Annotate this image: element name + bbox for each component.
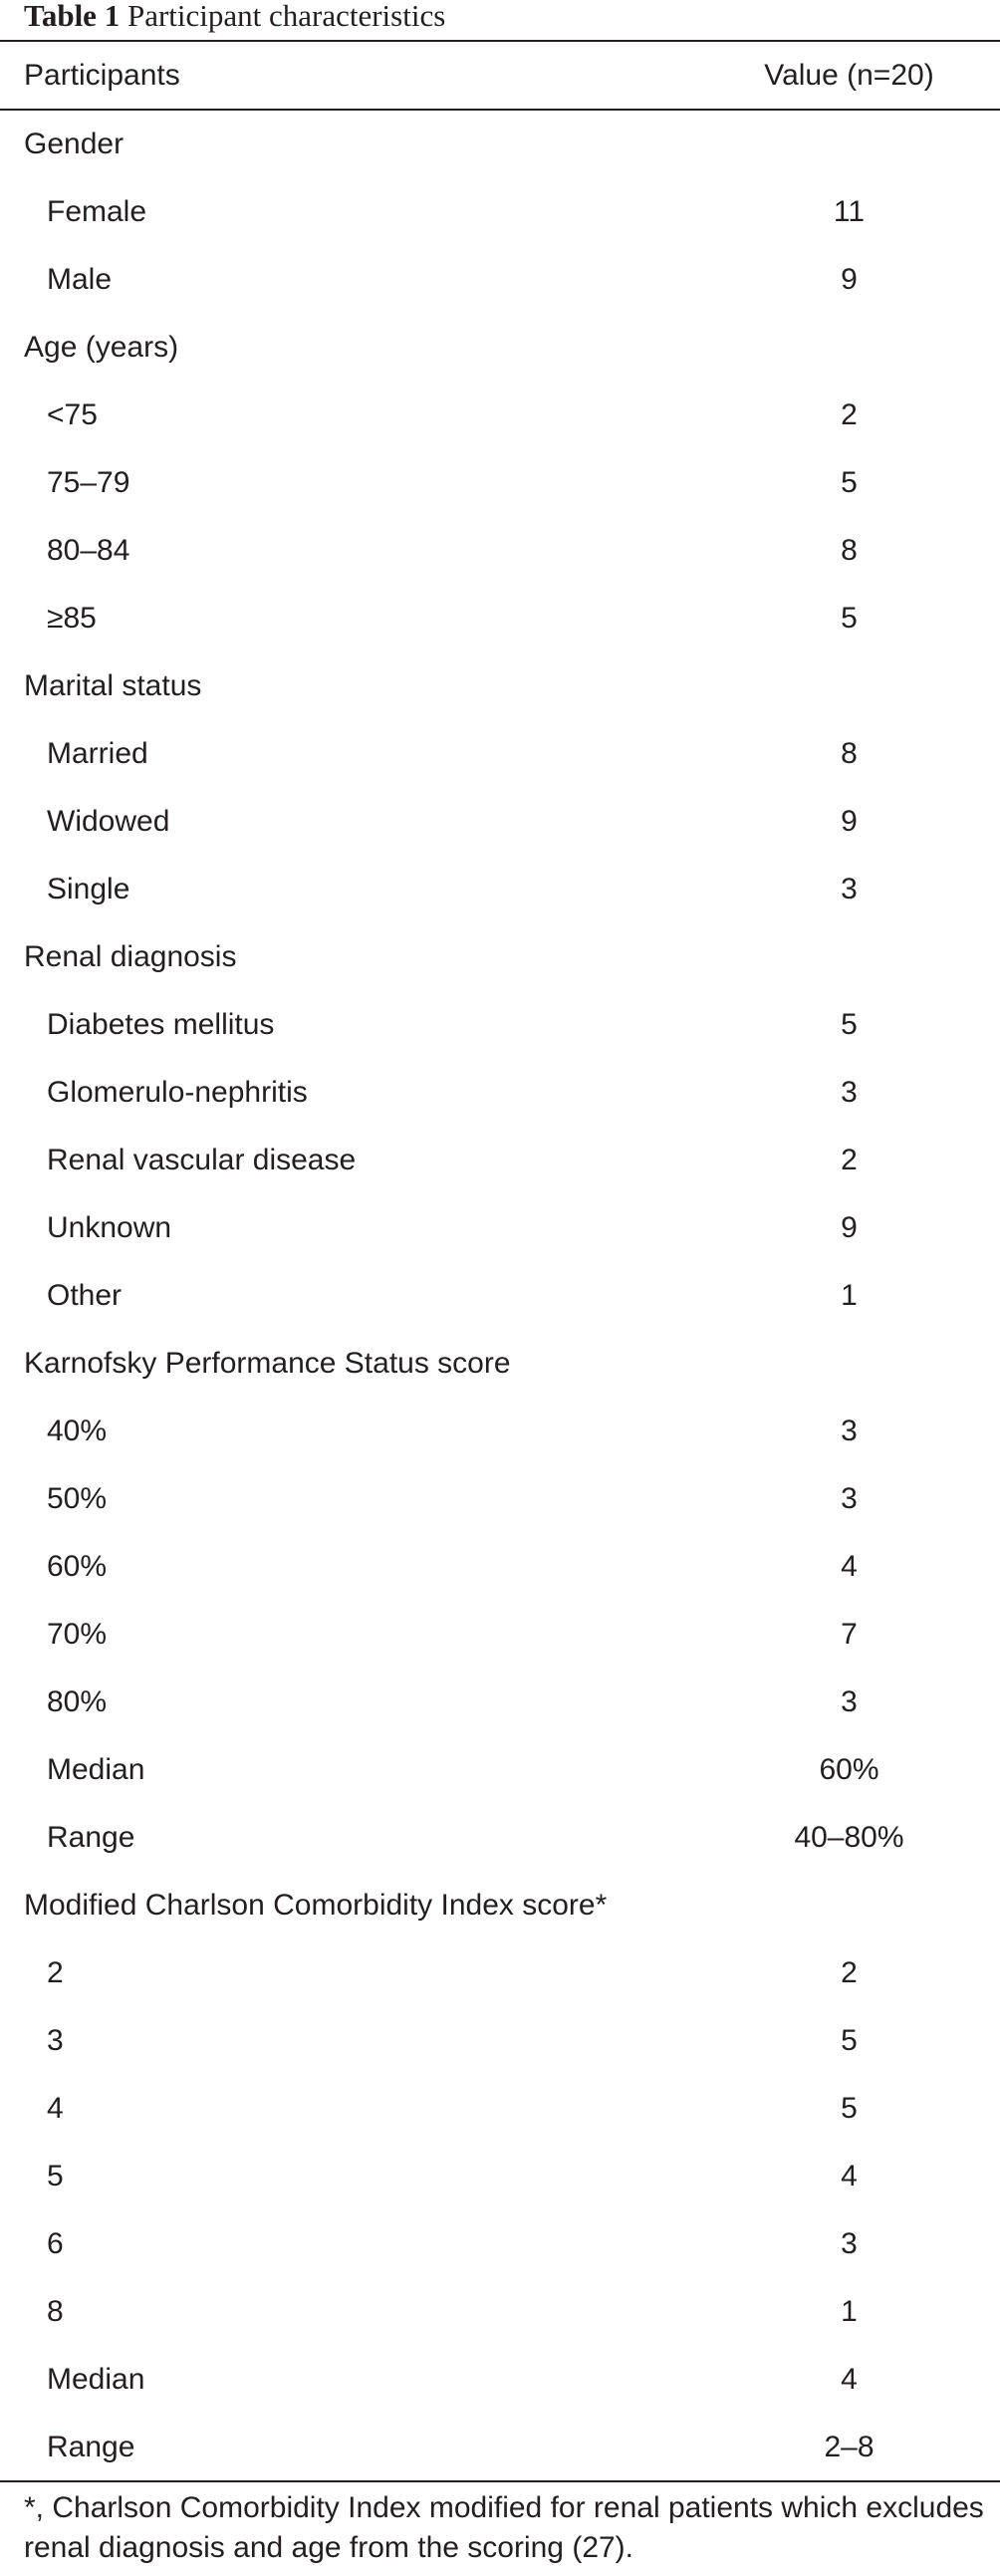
table-row — [0, 2075, 1000, 2143]
row-label: Unknown — [47, 1211, 172, 1244]
table-row — [0, 1804, 1000, 1872]
row-value: 5 — [841, 2092, 858, 2125]
table-row — [0, 1262, 1000, 1330]
row-label: 5 — [47, 2160, 64, 2192]
row-value: 4 — [841, 2160, 858, 2192]
table-body — [0, 111, 1000, 2481]
table-row — [0, 1398, 1000, 1465]
table-group-row — [0, 1872, 1000, 1939]
row-label: 6 — [47, 2227, 64, 2260]
row-label: Median — [47, 2363, 145, 2396]
row-value: 7 — [841, 1618, 858, 1651]
table-bottom-rule — [0, 2480, 1000, 2482]
table-row — [0, 2007, 1000, 2075]
row-value: 2 — [841, 1956, 858, 1989]
row-label: Male — [47, 263, 113, 296]
row-value: 40–80% — [794, 1821, 904, 1854]
row-value: 3 — [841, 1415, 858, 1447]
table-row — [0, 517, 1000, 585]
row-value: 1 — [841, 1279, 858, 1312]
row-label: ≥85 — [47, 602, 97, 635]
row-value: 5 — [841, 1008, 858, 1041]
row-label: 8 — [47, 2295, 64, 2328]
row-value: 5 — [841, 466, 858, 499]
row-label: 80–84 — [47, 534, 130, 567]
row-label: 2 — [47, 1956, 64, 1989]
table-group-row — [0, 652, 1000, 720]
table-row — [0, 382, 1000, 449]
row-value: 3 — [841, 1076, 858, 1109]
row-label: Other — [47, 1279, 123, 1312]
group-label: Marital status — [24, 669, 202, 702]
table-row — [0, 1465, 1000, 1533]
group-label: Renal diagnosis — [24, 940, 237, 973]
row-label: 75–79 — [47, 466, 130, 499]
table-caption — [24, 0, 445, 40]
row-label: Married — [47, 737, 148, 770]
row-label: Glomerulo-nephritis — [47, 1076, 308, 1109]
row-label: Female — [47, 195, 147, 228]
row-value: 8 — [841, 737, 858, 770]
table-row — [0, 856, 1000, 923]
table-row — [0, 1127, 1000, 1194]
table-row — [0, 246, 1000, 314]
table-row — [0, 1939, 1000, 2007]
row-value: 3 — [841, 1482, 858, 1515]
table-group-row — [0, 1330, 1000, 1398]
row-label: 80% — [47, 1685, 108, 1718]
row-label: 60% — [47, 1550, 108, 1583]
row-value: 2 — [841, 398, 858, 431]
row-value: 3 — [841, 873, 858, 905]
table-row — [0, 788, 1000, 856]
row-label: 70% — [47, 1618, 108, 1651]
row-label: 4 — [47, 2092, 64, 2125]
table-footnote: *, Charlson Comorbidity Index modified for renal patients which excludes renal diagnosis and age from the scoring (27). — [24, 2491, 984, 2564]
row-value: 9 — [841, 1211, 858, 1244]
row-label: Widowed — [47, 805, 170, 838]
table-row — [0, 178, 1000, 246]
row-label: 40% — [47, 1415, 108, 1447]
table-row — [0, 1601, 1000, 1669]
table-row — [0, 1736, 1000, 1804]
table-row — [0, 1059, 1000, 1127]
row-value: 3 — [841, 1685, 858, 1718]
table-group-row — [0, 111, 1000, 178]
row-label: Range — [47, 1821, 135, 1854]
row-value: 1 — [841, 2295, 858, 2328]
group-label: Modified Charlson Comorbidity Index score* — [24, 1889, 608, 1922]
row-value: 4 — [841, 1550, 858, 1583]
row-value: 3 — [841, 2227, 858, 2260]
table-group-row — [0, 923, 1000, 991]
row-label: Diabetes mellitus — [47, 1008, 275, 1041]
row-value: 8 — [841, 534, 858, 567]
row-label: Range — [47, 2431, 135, 2463]
table-row — [0, 1194, 1000, 1262]
table-row — [0, 720, 1000, 788]
row-label: 3 — [47, 2024, 64, 2057]
table-header — [0, 42, 1000, 109]
row-label: Single — [47, 873, 130, 905]
row-value: 11 — [833, 195, 866, 228]
row-value: 2 — [841, 1144, 858, 1176]
table-row — [0, 2278, 1000, 2346]
table-group-row — [0, 314, 1000, 382]
table-row — [0, 2346, 1000, 2414]
row-value: 4 — [841, 2363, 858, 2396]
row-label: Median — [47, 1753, 145, 1786]
row-value: 5 — [841, 2024, 858, 2057]
row-value: 9 — [841, 263, 858, 296]
row-value: 5 — [841, 602, 858, 635]
table-row — [0, 991, 1000, 1059]
column-header-value: Value (n=20) — [764, 59, 934, 92]
group-label: Karnofsky Performance Status score — [24, 1347, 511, 1380]
table-row — [0, 1669, 1000, 1736]
row-value: 9 — [841, 805, 858, 838]
row-value: 2–8 — [824, 2431, 875, 2463]
row-label: 50% — [47, 1482, 108, 1515]
table-row — [0, 1533, 1000, 1601]
table-row — [0, 2210, 1000, 2278]
table-row — [0, 2143, 1000, 2210]
group-label: Gender — [24, 128, 125, 160]
row-value: 60% — [819, 1753, 879, 1786]
table-row — [0, 449, 1000, 517]
column-header-participants: Participants — [24, 59, 180, 92]
table-caption-title: Participant characteristics — [126, 0, 446, 33]
table-caption-label: Table 1 — [24, 0, 121, 33]
row-label: Renal vascular disease — [47, 1144, 357, 1176]
table-row — [0, 2414, 1000, 2481]
table-row — [0, 585, 1000, 652]
row-label: <75 — [47, 398, 98, 431]
group-label: Age (years) — [24, 331, 179, 364]
